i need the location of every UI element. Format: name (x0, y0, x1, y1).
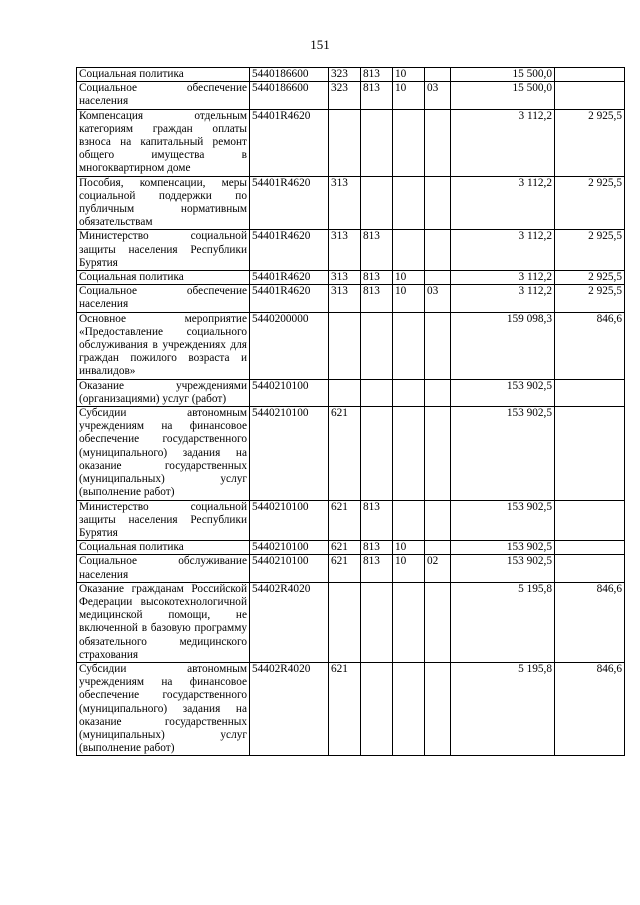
row-grbs (329, 379, 361, 406)
row-vr (425, 230, 451, 271)
row-pr: 10 (393, 68, 425, 82)
row-pr (393, 176, 425, 230)
row-sum-1: 5 195,8 (451, 582, 555, 662)
row-pr: 10 (393, 541, 425, 555)
row-sum-1: 3 112,2 (451, 285, 555, 312)
row-name: Субсидии автономным учреждениям на финансовое обеспечение государственного (муниципального) задания на оказание государственных (муниципальных) услуг (выполнение работ) (77, 662, 250, 755)
table-row (77, 312, 625, 379)
row-sum-2: 846,6 (555, 662, 625, 755)
table-row (77, 271, 625, 285)
row-rz (361, 379, 393, 406)
row-sum-2 (555, 500, 625, 541)
table-row (77, 500, 625, 541)
row-sum-2: 846,6 (555, 312, 625, 379)
row-name: Министерство социальной защиты населения Республики Бурятия (77, 500, 250, 541)
row-vr (425, 271, 451, 285)
row-rz: 813 (361, 555, 393, 582)
row-name: Основное мероприятие «Предоставление социального обслуживания в учреждениях для граждан пожилого возраста и инвалидов» (77, 312, 250, 379)
row-grbs: 313 (329, 271, 361, 285)
row-rz (361, 662, 393, 755)
row-rz (361, 312, 393, 379)
table-row (77, 379, 625, 406)
row-pr (393, 582, 425, 662)
row-rz (361, 407, 393, 500)
row-name: Оказание гражданам Российской Федерации высокотехнологичной медицинской помощи, не включенной в базовую программу обязательного медицинского страхования (77, 582, 250, 662)
row-sum-2 (555, 407, 625, 500)
row-vr (425, 662, 451, 755)
table-row (77, 541, 625, 555)
row-pr: 10 (393, 285, 425, 312)
row-grbs: 313 (329, 230, 361, 271)
row-rz: 813 (361, 271, 393, 285)
row-sum-1: 15 500,0 (451, 82, 555, 109)
row-grbs: 313 (329, 285, 361, 312)
row-sum-2: 2 925,5 (555, 285, 625, 312)
row-pr: 10 (393, 82, 425, 109)
row-code: 54401R4620 (250, 230, 329, 271)
row-sum-2 (555, 379, 625, 406)
row-sum-1: 153 902,5 (451, 407, 555, 500)
row-pr: 10 (393, 555, 425, 582)
row-pr (393, 662, 425, 755)
row-grbs: 323 (329, 68, 361, 82)
row-sum-2: 2 925,5 (555, 109, 625, 176)
budget-table (76, 67, 625, 756)
row-rz: 813 (361, 68, 393, 82)
row-sum-1: 3 112,2 (451, 176, 555, 230)
row-code: 54401R4620 (250, 271, 329, 285)
row-code: 5440200000 (250, 312, 329, 379)
table-row (77, 555, 625, 582)
row-code: 54402R4020 (250, 662, 329, 755)
row-rz (361, 109, 393, 176)
table-row (77, 662, 625, 755)
row-rz (361, 176, 393, 230)
row-code: 5440210100 (250, 555, 329, 582)
row-pr (393, 500, 425, 541)
table-row (77, 407, 625, 500)
row-sum-2: 2 925,5 (555, 176, 625, 230)
row-grbs (329, 582, 361, 662)
table-row (77, 230, 625, 271)
row-vr (425, 582, 451, 662)
row-rz (361, 582, 393, 662)
page-number: 151 (310, 37, 330, 52)
row-sum-2: 2 925,5 (555, 230, 625, 271)
row-grbs: 621 (329, 500, 361, 541)
row-code: 54401R4620 (250, 109, 329, 176)
row-vr (425, 176, 451, 230)
row-vr: 02 (425, 555, 451, 582)
row-pr (393, 312, 425, 379)
row-sum-1: 153 902,5 (451, 541, 555, 555)
row-grbs (329, 312, 361, 379)
row-code: 5440210100 (250, 379, 329, 406)
row-sum-1: 15 500,0 (451, 68, 555, 82)
row-vr (425, 500, 451, 541)
row-code: 5440210100 (250, 541, 329, 555)
row-vr: 03 (425, 285, 451, 312)
row-grbs: 621 (329, 541, 361, 555)
row-grbs: 621 (329, 407, 361, 500)
row-sum-2 (555, 68, 625, 82)
row-vr (425, 109, 451, 176)
row-name: Социальная политика (77, 541, 250, 555)
row-sum-2 (555, 541, 625, 555)
row-vr (425, 379, 451, 406)
table-row (77, 109, 625, 176)
row-name: Социальное обслуживание населения (77, 555, 250, 582)
row-sum-1: 153 902,5 (451, 379, 555, 406)
row-name: Социальная политика (77, 271, 250, 285)
row-name: Социальная политика (77, 68, 250, 82)
row-rz: 813 (361, 285, 393, 312)
row-code: 5440186600 (250, 82, 329, 109)
row-sum-2 (555, 555, 625, 582)
row-name: Социальное обеспечение населения (77, 82, 250, 109)
row-code: 5440210100 (250, 500, 329, 541)
row-code: 5440210100 (250, 407, 329, 500)
row-pr (393, 109, 425, 176)
row-vr (425, 68, 451, 82)
row-grbs (329, 109, 361, 176)
row-name: Министерство социальной защиты населения Республики Бурятия (77, 230, 250, 271)
row-vr (425, 407, 451, 500)
row-sum-2: 2 925,5 (555, 271, 625, 285)
row-name: Субсидии автономным учреждениям на финансовое обеспечение государственного (муниципального) задания на оказание государственных (муниципальных) услуг (выполнение работ) (77, 407, 250, 500)
row-vr (425, 312, 451, 379)
table-row (77, 582, 625, 662)
row-rz: 813 (361, 500, 393, 541)
row-sum-1: 3 112,2 (451, 271, 555, 285)
row-sum-1: 5 195,8 (451, 662, 555, 755)
table-row (77, 82, 625, 109)
row-code: 5440186600 (250, 68, 329, 82)
row-name: Социальное обеспечение населения (77, 285, 250, 312)
row-code: 54401R4620 (250, 285, 329, 312)
row-pr (393, 379, 425, 406)
row-pr (393, 230, 425, 271)
table-row (77, 176, 625, 230)
row-name: Оказание учреждениями (организациями) услуг (работ) (77, 379, 250, 406)
row-vr: 03 (425, 82, 451, 109)
row-sum-1: 153 902,5 (451, 555, 555, 582)
row-sum-1: 159 098,3 (451, 312, 555, 379)
row-grbs: 313 (329, 176, 361, 230)
row-code: 54401R4620 (250, 176, 329, 230)
row-grbs: 323 (329, 82, 361, 109)
row-sum-1: 3 112,2 (451, 230, 555, 271)
row-name: Компенсация отдельным категориям граждан оплаты взноса на капитальный ремонт общего имущества в многоквартирном доме (77, 109, 250, 176)
table-row (77, 68, 625, 82)
row-rz: 813 (361, 541, 393, 555)
row-pr: 10 (393, 271, 425, 285)
row-rz: 813 (361, 230, 393, 271)
row-grbs: 621 (329, 555, 361, 582)
table-row (77, 285, 625, 312)
row-code: 54402R4020 (250, 582, 329, 662)
row-sum-2 (555, 82, 625, 109)
row-pr (393, 407, 425, 500)
row-rz: 813 (361, 82, 393, 109)
budget-table-body (77, 68, 625, 756)
row-vr (425, 541, 451, 555)
row-name: Пособия, компенсации, меры социальной поддержки по публичным нормативным обязательствам (77, 176, 250, 230)
row-grbs: 621 (329, 662, 361, 755)
row-sum-2: 846,6 (555, 582, 625, 662)
row-sum-1: 153 902,5 (451, 500, 555, 541)
row-sum-1: 3 112,2 (451, 109, 555, 176)
